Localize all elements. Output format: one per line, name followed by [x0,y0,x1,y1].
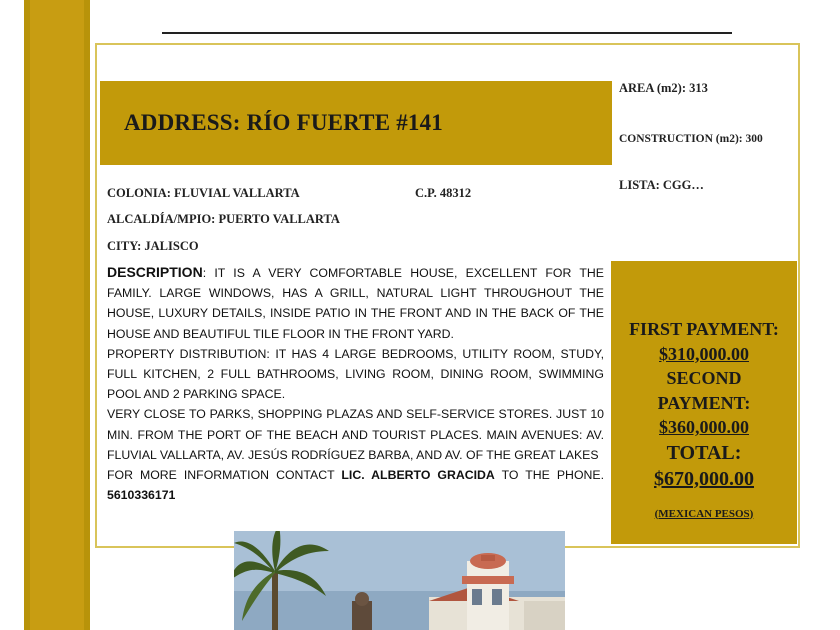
pricing-details [611,317,797,526]
total-value: $670,000.00 [654,467,754,490]
contact-phone: 5610336171 [107,488,176,503]
property-photo-image [234,531,565,630]
currency-note: (MEXICAN PESOS) [654,507,754,520]
description-keyword: DESCRIPTION [107,264,203,280]
construction-label: CONSTRUCTION (m2): 300 [619,133,763,145]
first-payment-value: $310,000.00 [659,343,749,364]
contact-suffix: TO THE PHONE. [494,468,605,483]
colonia-label: COLONIA: FLUVIAL VALLARTA [107,186,300,200]
city-label: CITY: JALISCO [107,239,199,253]
left-decorative-bar-inner [30,0,84,630]
description-distribution: PROPERTY DISTRIBUTION: IT HAS 4 LARGE BEDROOMS, UTILITY ROOM, STUDY, FULL KITCHEN, 2 FULL BATHROOMS, LIVING ROOM, DINING ROOM, SWIMMING POOL AND 2 PARKING SPACE. [107,346,604,402]
description-nearby: VERY CLOSE TO PARKS, SHOPPING PLAZAS AND SELF-SERVICE STORES. JUST 10 MIN. FROM THE PORT OF THE BEACH AND TOURIST PLACES. MAIN AVENUES: AV. FLUVIAL VALLARTA, AV. JESÚS RODRÍGUEZ BARBA, AND AV. OF THE GREAT LAKES [107,407,604,462]
lista-label: LISTA: CGG… [619,178,704,192]
alcaldia-label: ALCALDÍA/MPIO: PUERTO VALLARTA [107,212,340,226]
header-rule [162,32,732,34]
postal-code-label: C.P. 48312 [415,186,472,200]
first-payment-label: FIRST PAYMENT: [629,319,779,339]
contact-name: LIC. ALBERTO GRACIDA [341,468,495,483]
contact-prefix: FOR MORE INFORMATION CONTACT [107,468,342,483]
second-payment-value: $360,000.00 [659,417,749,437]
description-block [107,262,604,505]
property-photo [234,531,565,630]
area-label: AREA (m2): 313 [619,81,708,95]
total-label: TOTAL: [666,441,742,464]
description-intro: : IT IS A VERY COMFORTABLE HOUSE, EXCELLENT FOR THE FAMILY. LARGE WINDOWS, HAS A GRILL, NATURAL LIGHT THROUGHOUT THE HOUSE, LUXURY DETAILS, INSIDE PATIO IN THE FRONT AND IN THE BACK OF THE HOUSE AND BEAUTIFUL TILE FLOOR IN THE FRONT YARD. [107,266,604,341]
address-title: ADDRESS: RÍO FUERTE #141 [124,110,444,135]
second-payment-label: SECOND PAYMENT: [657,368,751,413]
